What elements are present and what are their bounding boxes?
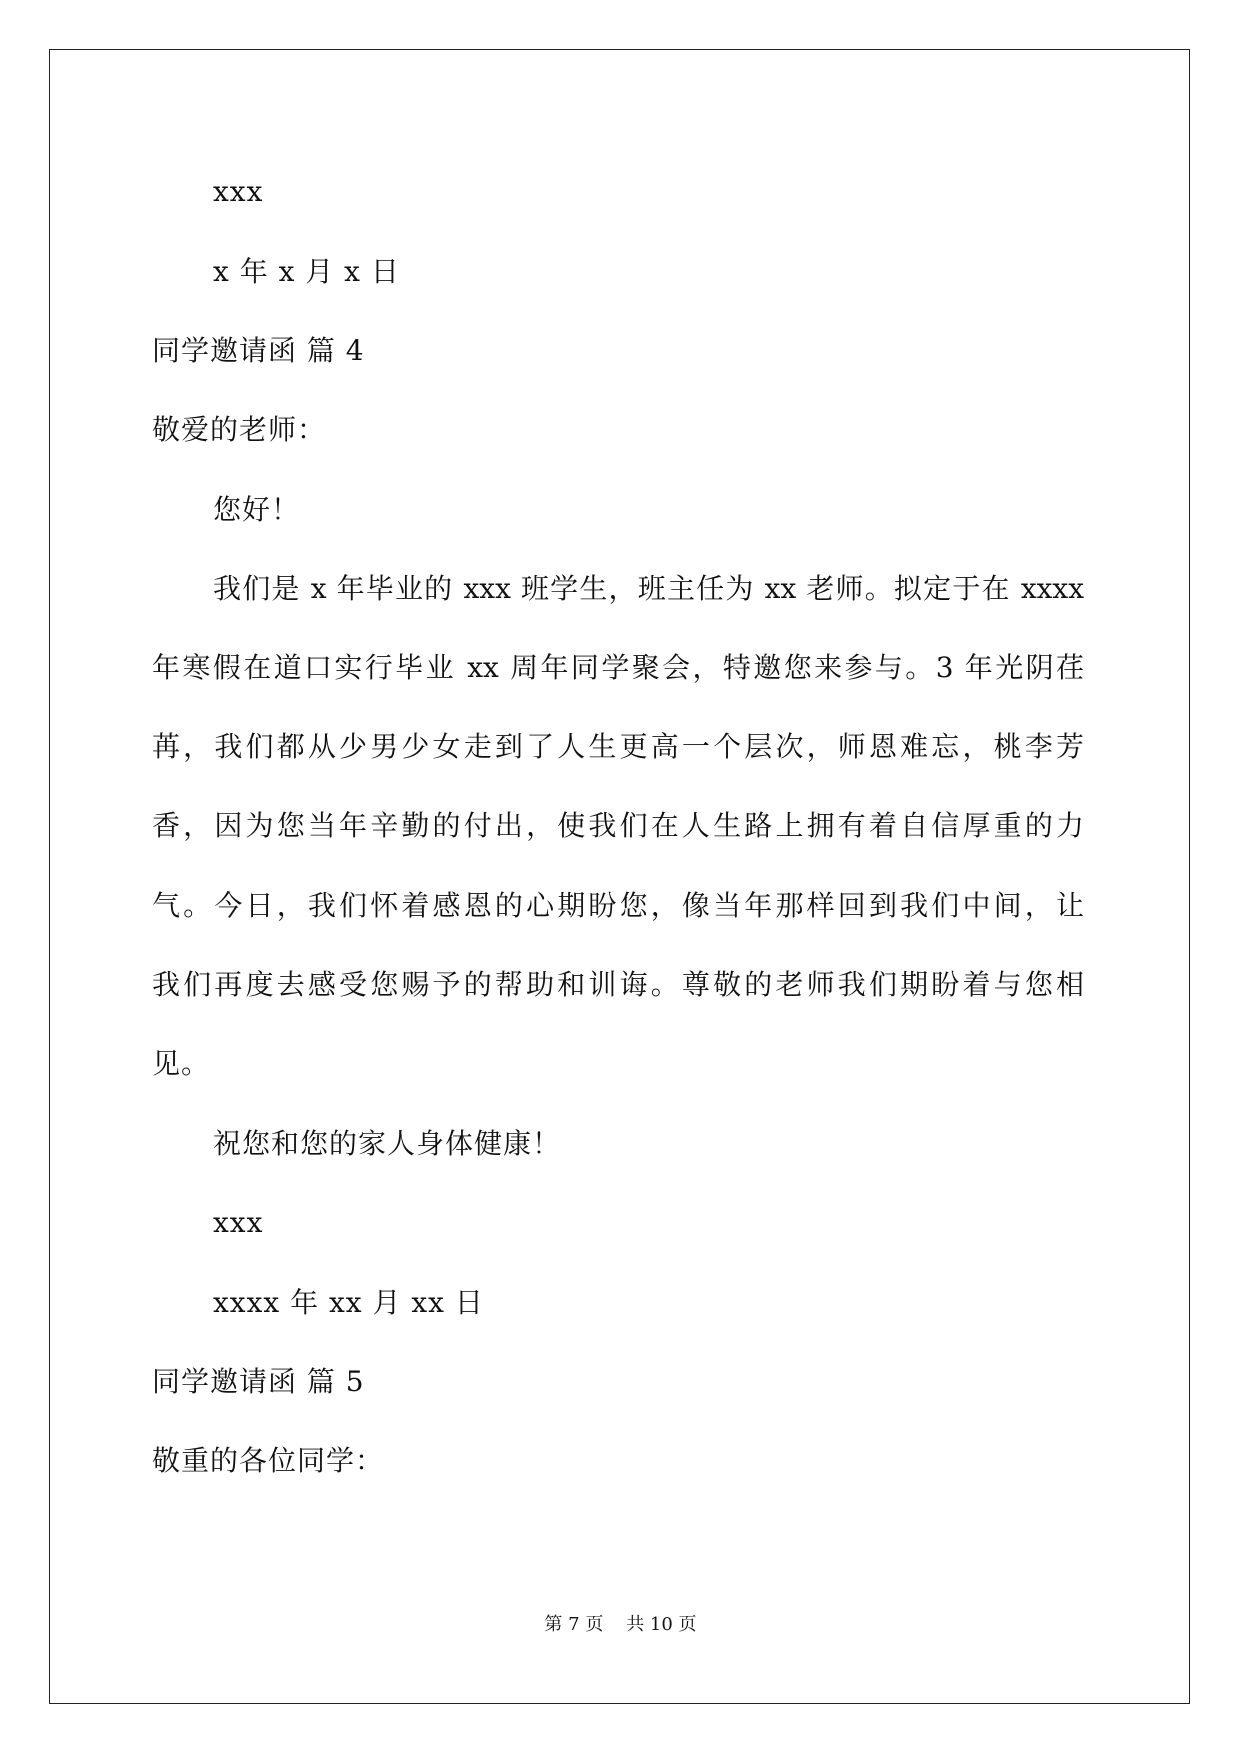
section-heading-5: 同学邀请函 篇 5 — [152, 1365, 365, 1398]
greeting: 您好！ — [213, 493, 301, 526]
signature-date: x 年 x 月 x 日 — [213, 255, 400, 288]
body-paragraph-line: 香，因为您当年辛勤的付出，使我们在人生路上拥有着自信厚重的力 — [152, 809, 1084, 842]
section-heading-4: 同学邀请函 篇 4 — [152, 334, 365, 367]
signature-name: xxx — [213, 1206, 264, 1239]
salutation: 敬爱的老师： — [152, 413, 327, 446]
page-number-footer: 第 7 页 共 10 页 — [544, 1614, 697, 1635]
closing-wish: 祝您和您的家人身体健康！ — [213, 1127, 562, 1160]
signature-name: xxx — [213, 175, 264, 208]
body-paragraph-line: 我们再度去感受您赐予的帮助和训诲。尊敬的老师我们期盼着与您相 — [152, 968, 1084, 1001]
body-paragraph-line: 年寒假在道口实行毕业 xx 周年同学聚会，特邀您来参与。3 年光阴荏 — [152, 651, 1084, 684]
body-paragraph-line: 见。 — [152, 1047, 211, 1080]
body-paragraph-line: 苒，我们都从少男少女走到了人生更高一个层次，师恩难忘，桃李芳 — [152, 730, 1084, 763]
signature-date: xxxx 年 xx 月 xx 日 — [213, 1286, 484, 1319]
body-paragraph-line: 我们是 x 年毕业的 xxx 班学生，班主任为 xx 老师。拟定于在 xxxx — [213, 572, 1084, 605]
salutation: 敬重的各位同学： — [152, 1444, 385, 1477]
body-paragraph-line: 气。今日，我们怀着感恩的心期盼您，像当年那样回到我们中间，让 — [152, 889, 1084, 922]
